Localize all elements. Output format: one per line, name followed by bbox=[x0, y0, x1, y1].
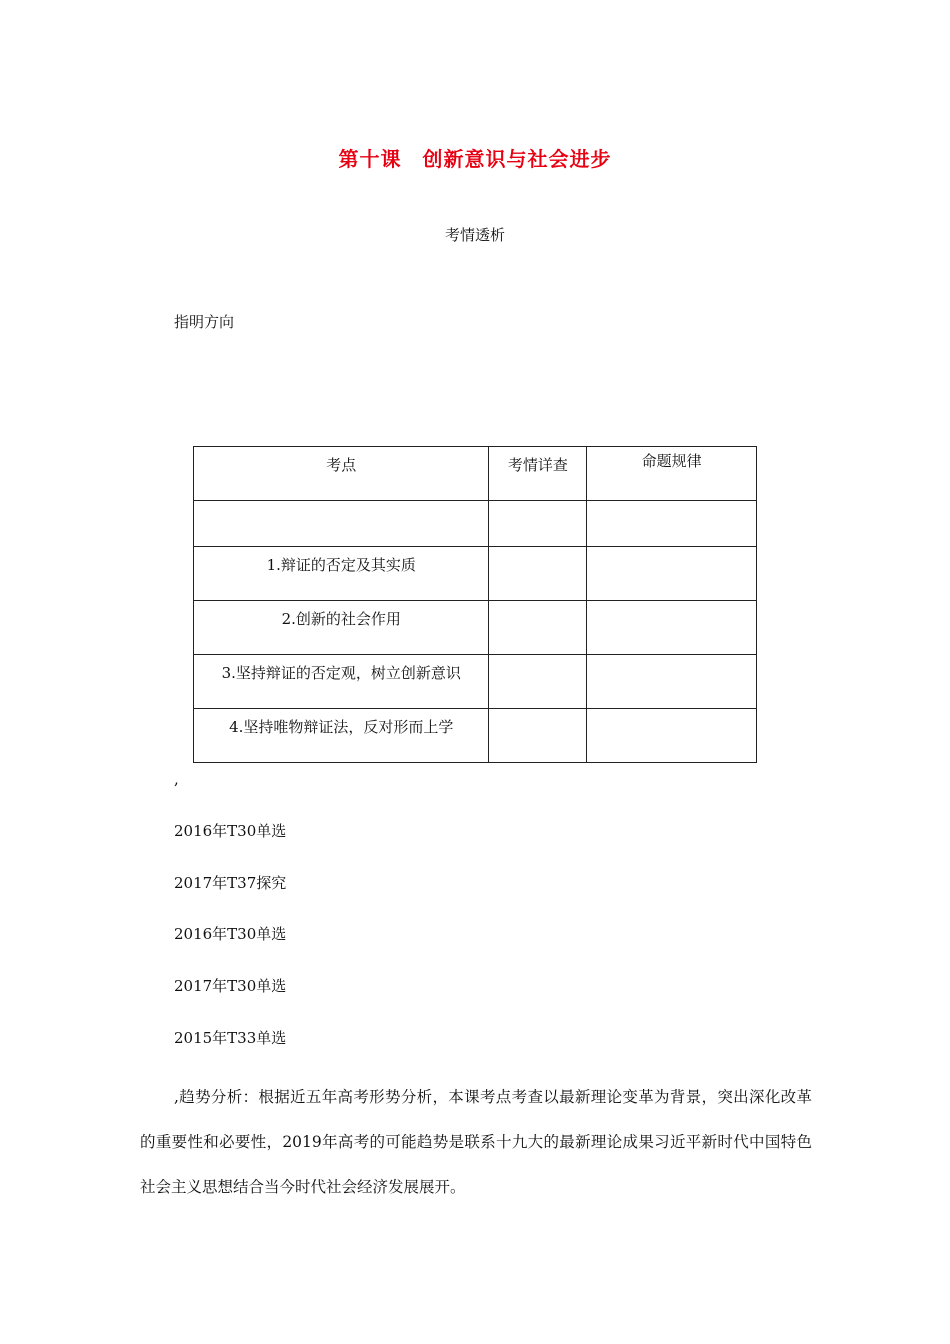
exam-record: 2017年T37探究 bbox=[174, 874, 287, 892]
table-row bbox=[194, 547, 757, 601]
table-row bbox=[194, 501, 757, 547]
table-cell: 4.坚持唯物辩证法，反对形而上学 bbox=[194, 709, 489, 763]
separator-mark: , bbox=[174, 770, 179, 788]
table-header-row bbox=[194, 447, 757, 501]
table-row bbox=[194, 655, 757, 709]
table-cell bbox=[587, 655, 757, 709]
table-cell bbox=[489, 547, 587, 601]
table-cell bbox=[489, 655, 587, 709]
table-cell bbox=[489, 709, 587, 763]
table-cell bbox=[587, 709, 757, 763]
header-question-pattern: 命题规律 bbox=[587, 447, 757, 501]
trend-analysis-paragraph: ,趋势分析：根据近五年高考形势分析，本课考点考查以最新理论变革为背景，突出深化改革的重要性和必要性，2019年高考的可能趋势是联系十九大的最新理论成果习近平新时代中国特色社会主义思想结合当今时代社会经济发展展开。 bbox=[140, 1088, 812, 1196]
header-exam-point: 考点 bbox=[194, 447, 489, 501]
table-cell bbox=[194, 501, 489, 547]
page-subtitle: 考情透析 bbox=[444, 226, 505, 244]
table-cell: 2.创新的社会作用 bbox=[194, 601, 489, 655]
exam-record: 2016年T30单选 bbox=[174, 822, 287, 840]
exam-record: 2016年T30单选 bbox=[174, 925, 287, 943]
table-cell bbox=[587, 547, 757, 601]
header-exam-details: 考情详查 bbox=[489, 447, 587, 501]
page-title: 第十课 创新意识与社会进步 bbox=[338, 147, 612, 171]
table-cell bbox=[489, 601, 587, 655]
table-cell bbox=[587, 601, 757, 655]
table-cell: 3.坚持辩证的否定观，树立创新意识 bbox=[194, 655, 489, 709]
exam-points-table bbox=[193, 446, 757, 763]
table-row bbox=[194, 601, 757, 655]
section-heading: 指明方向 bbox=[174, 313, 235, 331]
table-cell: 1.辩证的否定及其实质 bbox=[194, 547, 489, 601]
exam-record: 2015年T33单选 bbox=[174, 1029, 287, 1047]
table-cell bbox=[587, 501, 757, 547]
exam-record: 2017年T30单选 bbox=[174, 977, 287, 995]
table-row bbox=[194, 709, 757, 763]
table-cell bbox=[489, 501, 587, 547]
